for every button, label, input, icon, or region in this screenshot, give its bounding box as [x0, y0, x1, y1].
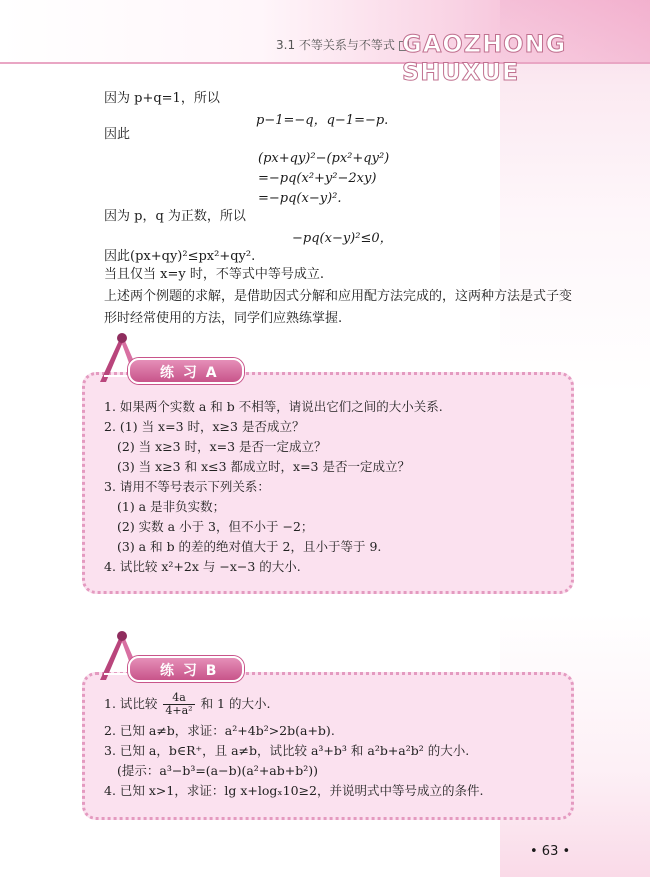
line-10: 当且仅当 x=y 时，不等式中等号成立.: [104, 267, 324, 282]
fraction: $\frac{4a}{\text{4+a²}}$: [165, 691, 193, 717]
exercise-b-item: (提示：a³−b³=(a−b)(a²+ab+b²)): [117, 763, 318, 778]
summary-paragraph: 上述两个例题的求解，是借助因式分解和应用配方法完成的，这两种方法是式子变形时经常使用的方法，同学们应熟练掌握.: [104, 289, 573, 326]
exercise-a-item: (2) 当 x≥3 时，x=3 是否一定成立？: [117, 439, 327, 454]
exercise-a-item: 2. (1) 当 x=3 时，x≥3 是否成立？: [104, 419, 305, 434]
line-4: (px+qy)²−(px²+qy²): [258, 151, 390, 166]
line-7: 因为 p，q 为正数，所以: [104, 209, 246, 224]
line-8: −pq(x−y)²≤0，: [292, 231, 393, 246]
exercise-a-title: 练 习 A: [160, 365, 219, 381]
exercise-a-item: (3) 当 x≥3 和 x≤3 都成立时，x=3 是否一定成立？: [117, 459, 410, 474]
exercise-a-item: 1. 如果两个实数 a 和 b 不相等，请说出它们之间的大小关系.: [104, 399, 443, 414]
exercise-b-item: 3. 已知 a，b∈R⁺，且 a≠b，试比较 a³+b³ 和 a²b+a²b² 的大小.: [104, 743, 470, 758]
exercise-b-item-1: 1. 试比较 $\frac{4a}{\text{4+a²}}$ 和 1 的大小.: [104, 691, 271, 717]
exercise-b-item: 2. 已知 a≠b，求证：a²+4b²>2b(a+b).: [104, 723, 335, 738]
exercise-a-item: (2) 实数 a 小于 3，但不小于 −2；: [117, 519, 314, 534]
book-logo: GAOZHONG SHUXUE: [402, 30, 567, 86]
line-5: =−pq(x²+y²−2xy): [258, 171, 377, 186]
page-number: • 63 •: [530, 844, 571, 859]
exercise-b-item: 4. 已知 x>1，求证：lg x+logₓ10≥2，并说明式中等号成立的条件.: [104, 783, 484, 798]
exercise-b-badge: [92, 650, 252, 680]
line-1: 因为 p+q=1，所以: [104, 91, 220, 106]
line-6: =−pq(x−y)².: [258, 191, 342, 206]
line-9: 因此(px+qy)²≤px²+qy².: [104, 249, 256, 264]
exercise-a-badge: [92, 352, 252, 382]
line-2: p−1=−q，q−1=−p.: [256, 113, 389, 128]
section-title: 3.1 不等关系与不等式: [276, 36, 409, 53]
line-3: 因此: [104, 127, 131, 142]
exercise-a-item: 4. 试比较 x²+2x 与 −x−3 的大小.: [104, 559, 301, 574]
exercise-b-title: 练 习 B: [160, 663, 219, 679]
exercise-a-item: 3. 请用不等号表示下列关系：: [104, 479, 270, 494]
exercise-a-item: (3) a 和 b 的差的绝对值大于 2，且小于等于 9.: [117, 539, 382, 554]
exercise-a-item: (1) a 是非负实数；: [117, 499, 226, 514]
